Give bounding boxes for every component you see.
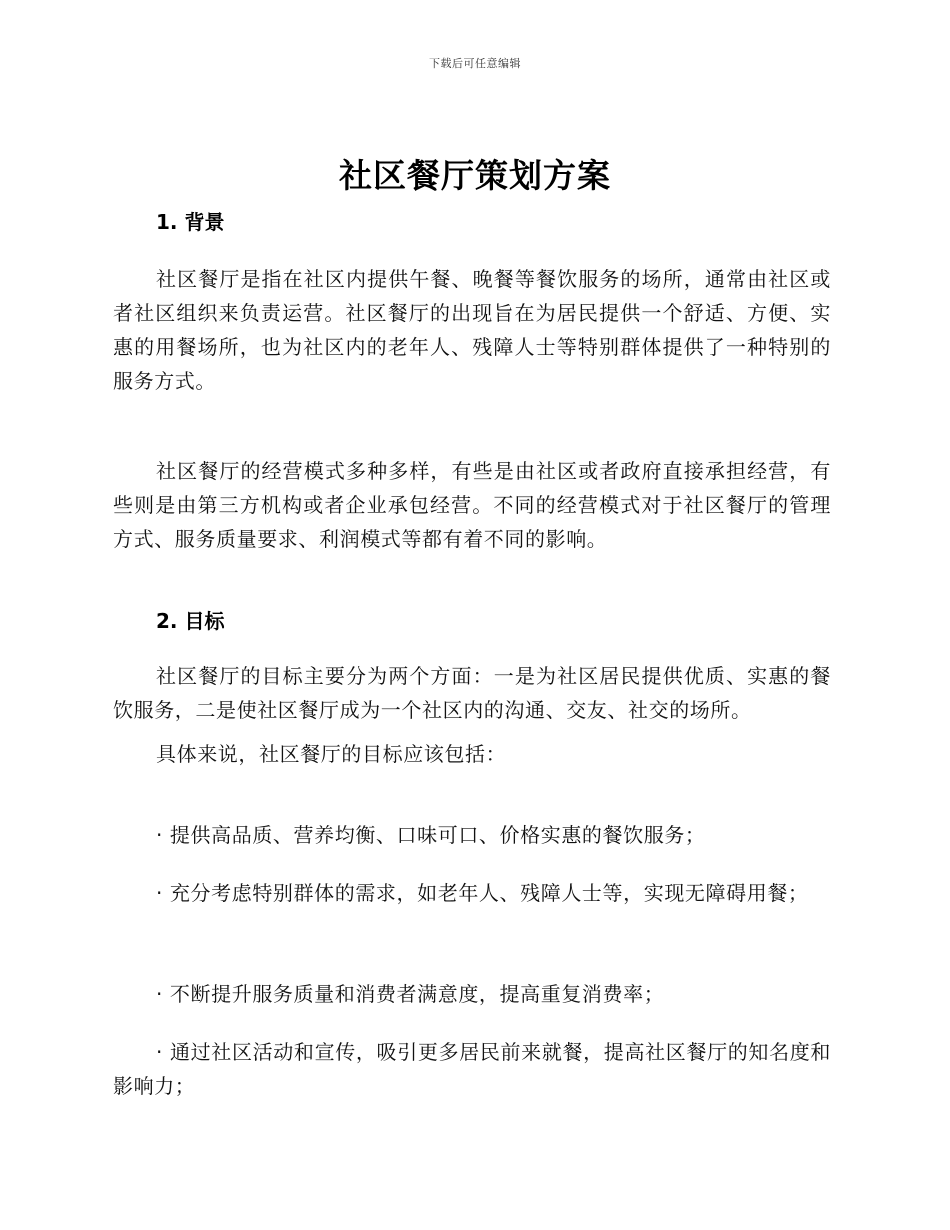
paragraph-background-2: 社区餐厅的经营模式多种多样，有些是由社区或者政府直接承担经营，有些则是由第三方机构或者企业承包经营。不同的经营模式对于社区餐厅的管理方式、服务质量要求、利润模式等都有着不同的影响。 [113, 459, 831, 551]
paragraph-background-1: 社区餐厅是指在社区内提供午餐、晚餐等餐饮服务的场所，通常由社区或者社区组织来负责运营。社区餐厅的出现旨在为居民提供一个舒适、方便、实惠的用餐场所，也为社区内的老年人、残障人士等特别群体提供了一种特别的服务方式。 [113, 267, 831, 393]
page-title: 社区餐厅策划方案 [339, 156, 611, 195]
list-item-goal-1: · 提供高品质、营养均衡、口味可口、价格实惠的餐饮服务； [156, 823, 706, 847]
paragraph-goals-1: 社区餐厅的目标主要分为两个方面：一是为社区居民提供优质、实惠的餐饮服务，二是使社区餐厅成为一个社区内的沟通、交友、社交的场所。 [113, 664, 831, 722]
list-item-goal-2: · 充分考虑特别群体的需求，如老年人、残障人士等，实现无障碍用餐； [156, 881, 809, 905]
section-heading-background: 1. 背景 [156, 210, 225, 234]
paragraph-goals-2: 具体来说，社区餐厅的目标应该包括： [156, 742, 507, 766]
list-item-goal-3: · 不断提升服务质量和消费者满意度，提高重复消费率； [156, 982, 665, 1006]
header-note: 下载后可任意编辑 [429, 57, 521, 70]
section-heading-goals: 2. 目标 [156, 609, 225, 633]
list-item-goal-4: · 通过社区活动和宣传，吸引更多居民前来就餐，提高社区餐厅的知名度和影响力； [113, 1040, 831, 1098]
